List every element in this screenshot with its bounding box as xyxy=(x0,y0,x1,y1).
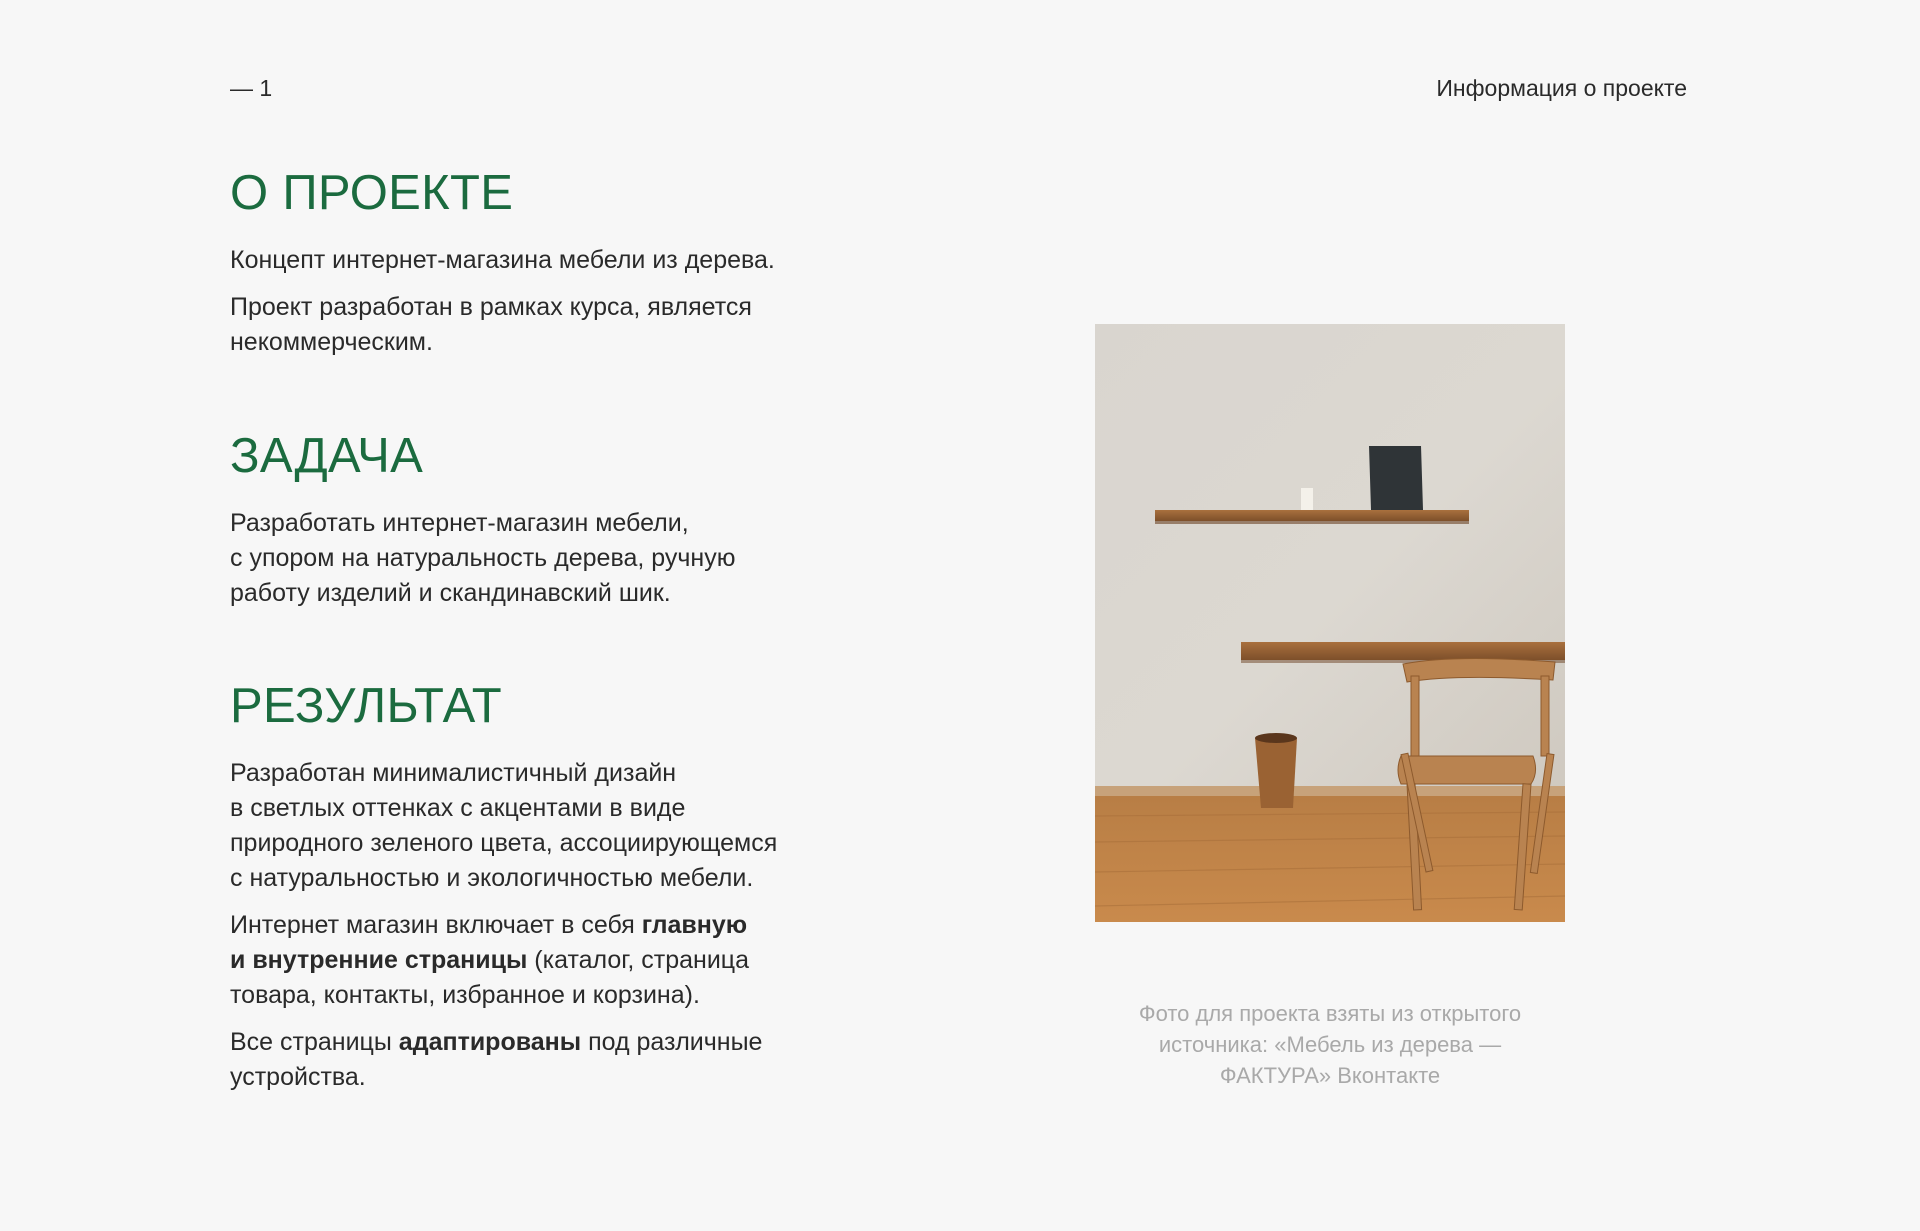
task-paragraph xyxy=(230,506,870,611)
about-paragraph-1: Концепт интернет-магазина мебели из дерева. xyxy=(230,246,775,274)
result-paragraph-3 xyxy=(230,1025,870,1095)
task-line2: с упором на натуральность дерева, ручную xyxy=(230,544,736,572)
photo-card xyxy=(1301,488,1313,510)
result-p3-pre: Все страницы xyxy=(230,1028,399,1056)
about-p2-line2: некоммерческим. xyxy=(230,328,433,356)
result-p1-line1: Разработан минималистичный дизайн xyxy=(230,759,677,787)
furniture-photo xyxy=(1095,324,1565,922)
result-p1-line4: с натуральностью и экологичностью мебели. xyxy=(230,864,754,892)
photo-caption xyxy=(1080,998,1580,1091)
caption-line2: источника: «Мебель из дерева — xyxy=(1158,1032,1502,1057)
photo-shelf xyxy=(1155,510,1469,521)
caption-line3: ФАКТУРА» Вконтакте xyxy=(1219,1063,1441,1088)
result-paragraph-1 xyxy=(230,756,870,896)
task-title: ЗАДАЧА xyxy=(230,429,424,483)
result-p3-bold: адаптированы xyxy=(398,1028,582,1056)
furniture-photo-illustration xyxy=(1095,324,1565,922)
page-number: — 1 xyxy=(230,75,273,101)
result-p2-line3: товара, контакты, избранное и корзина). xyxy=(230,981,700,1009)
section-header-label: Информация о проекте xyxy=(1436,75,1687,101)
result-p3-post: под различные xyxy=(581,1028,763,1056)
photo-book xyxy=(1369,446,1423,510)
result-p2-pre: Интернет магазин включает в себя xyxy=(230,911,642,939)
result-p2-bold-main: главную xyxy=(641,911,748,939)
about-title: О ПРОЕКТЕ xyxy=(230,166,514,220)
result-p1-line3: природного зеленого цвета, ассоциирующемся xyxy=(230,829,778,857)
about-paragraph-2 xyxy=(230,290,870,360)
result-p2-post: (каталог, страница xyxy=(527,946,750,974)
task-line1: Разработать интернет-магазин мебели, xyxy=(230,509,689,537)
task-line3: работу изделий и скандинавский шик. xyxy=(230,579,671,607)
result-p3-line2: устройства. xyxy=(230,1063,366,1091)
about-p2-line1: Проект разработан в рамках курса, является xyxy=(230,293,752,321)
photo-wall xyxy=(1095,324,1565,794)
result-title: РЕЗУЛЬТАТ xyxy=(230,679,503,733)
photo-desk xyxy=(1241,642,1565,660)
result-paragraph-2 xyxy=(230,908,870,1013)
result-p1-line2: в светлых оттенках с акцентами в виде xyxy=(230,794,686,822)
result-p2-bold-inner: и внутренние страницы xyxy=(230,946,528,974)
task-section xyxy=(230,428,870,611)
result-section xyxy=(230,678,870,1095)
photo-baseboard xyxy=(1095,786,1565,796)
caption-line1: Фото для проекта взяты из открытого xyxy=(1138,1001,1522,1026)
photo-bin xyxy=(1255,738,1297,808)
about-section xyxy=(230,165,870,360)
